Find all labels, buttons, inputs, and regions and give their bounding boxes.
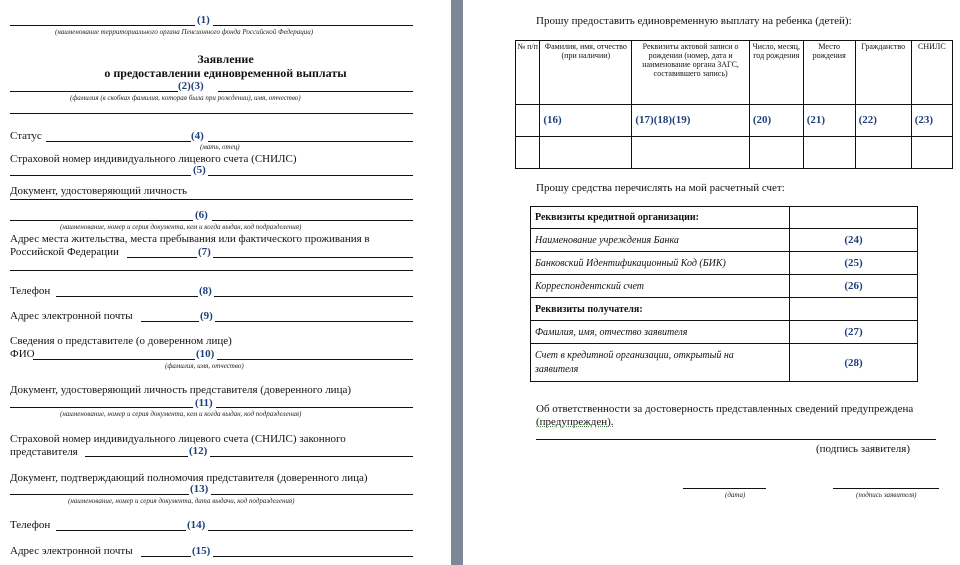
rep-doc-label: Документ, удостоверяющий личность представителя (доверенного лица): [10, 384, 352, 396]
rep-doc-line: [10, 407, 193, 408]
empty-cell: [516, 137, 540, 169]
header-cell-birth-place: Место рождения: [803, 41, 855, 105]
bank-name-label: Наименование учреждения Банка: [531, 229, 790, 252]
row-cell-birth-record: (17)(18)(19): [632, 105, 749, 137]
rep-snils-line: [85, 456, 188, 457]
bik-label: Банковский Идентификационный Код (БИК): [531, 252, 790, 275]
page-gutter: [451, 0, 463, 565]
snils-line: [10, 175, 191, 176]
bank-name-field-number: (24): [790, 229, 918, 252]
header-cell-number: № п/п: [516, 41, 540, 105]
rep-doc-line-2: [216, 407, 413, 408]
applicant-fio-label: Фамилия, имя, отчество заявителя: [531, 321, 790, 344]
document-subtitle: о предоставлении единовременной выплаты: [104, 66, 347, 80]
status-field-number: (4): [191, 130, 204, 142]
bank-row-credit-org-header: [531, 207, 918, 229]
address-line-3: [10, 270, 413, 271]
signature-caption: (подпись заявителя): [816, 443, 911, 455]
rep-snils-line-2: [210, 456, 413, 457]
email-label: Адрес электронной почты: [10, 310, 133, 322]
account-field-number: (28): [790, 344, 918, 382]
rep-auth-line: [10, 494, 189, 495]
email-field-number: (9): [200, 310, 213, 322]
children-table-row: [516, 105, 953, 137]
rep-auth-label: Документ, подтверждающий полномочия представителя (доверенного лица): [10, 472, 368, 484]
rep-phone-line: [56, 530, 186, 531]
empty-cell: [749, 137, 803, 169]
representative-label: Сведения о представителе (о доверенном лице): [10, 335, 232, 347]
recipient-header: Реквизиты получателя:: [531, 298, 790, 321]
empty-cell: [855, 137, 911, 169]
date-line: [683, 488, 766, 489]
org-line: [10, 25, 195, 26]
address-line-2: [213, 257, 413, 258]
header-cell-birth-record: Реквизиты актовой записи о рождении (номер, дата и наименование органа ЗАГС, составившего запись): [632, 41, 749, 105]
rep-doc-field-number: (11): [195, 397, 213, 409]
snils-label: Страховой номер индивидуального лицевого счета (СНИЛС): [10, 153, 297, 165]
rep-fio-caption: (фамилия, имя, отчество): [165, 362, 244, 370]
applicant-fio-field-number: (27): [790, 321, 918, 344]
name-caption: (фамилия (в скобках фамилия, которая была при рождении), имя, отчество): [70, 94, 301, 102]
responsibility-text: Об ответственности за достоверность представленных сведений предупреждена: [536, 403, 914, 415]
form-page-right: [463, 0, 960, 565]
credit-org-header-value: [790, 207, 918, 229]
header-cell-citizenship: Гражданство: [855, 41, 911, 105]
row-cell-citizenship: (22): [855, 105, 911, 137]
responsibility-text-2: (предупрежден).: [536, 416, 614, 428]
address-line: [127, 257, 197, 258]
doc-label: Документ, удостоверяющий личность: [10, 185, 188, 197]
row-cell-birth-date: (20): [749, 105, 803, 137]
rep-snils-field-number: (12): [189, 445, 208, 457]
rep-email-field-number: (15): [192, 545, 211, 557]
bank-row-bank-name: [531, 229, 918, 252]
phone-field-number: (8): [199, 285, 212, 297]
rep-snils-label: Страховой номер индивидуального лицевого счета (СНИЛС) законного: [10, 433, 346, 445]
doc-field-number: (6): [195, 209, 208, 221]
empty-cell: [803, 137, 855, 169]
rep-fio-label: ФИО: [10, 348, 35, 360]
org-field-number: (1): [197, 14, 210, 26]
account-label: [531, 344, 790, 382]
empty-cell: [632, 137, 749, 169]
transfer-text: Прошу средства перечислять на мой расчетный счет:: [536, 182, 785, 194]
address-field-number: (7): [198, 246, 211, 258]
phone-line: [56, 296, 198, 297]
status-line: [46, 141, 191, 142]
rep-fio-field-number: (10): [196, 348, 215, 360]
doc-caption: (наименование, номер и серия документа, кем и когда выдан, код подразделения): [60, 223, 302, 231]
date-caption: (дата): [725, 491, 746, 499]
corr-account-label: Корреспондентский счет: [531, 275, 790, 298]
children-table-header-row: [516, 41, 953, 105]
name-line-3: [10, 113, 413, 114]
bank-row-account: [531, 344, 918, 382]
doc-line-3: [212, 220, 413, 221]
org-caption: (наименование территориального органа Пенсионного фонда Российской Федерации): [55, 28, 314, 36]
rep-email-line: [141, 556, 191, 557]
rep-fio-line: [33, 359, 195, 360]
row-cell-birth-place: (21): [803, 105, 855, 137]
bank-row-corr-account: [531, 275, 918, 298]
credit-org-header: Реквизиты кредитной организации:: [531, 207, 790, 229]
recipient-header-value: [790, 298, 918, 321]
header-cell-snils: СНИЛС: [911, 41, 952, 105]
signature-line-2: [833, 488, 939, 489]
phone-line-2: [214, 296, 413, 297]
rep-fio-line-2: [217, 359, 413, 360]
name-line-2: [218, 91, 413, 92]
org-line-2: [213, 25, 413, 26]
children-table-empty-row: [516, 137, 953, 169]
address-label: Адрес места жительства, места пребывания или фактического проживания в: [10, 233, 370, 245]
account-label-line-1: Счет в кредитной организации, открытый на: [535, 349, 734, 361]
bik-field-number: (25): [790, 252, 918, 275]
form-page-left: [0, 0, 451, 565]
row-cell-number: [516, 105, 540, 137]
doc-line-2: [10, 220, 193, 221]
email-line: [141, 321, 199, 322]
bank-row-bik: [531, 252, 918, 275]
email-line-2: [215, 321, 413, 322]
row-cell-snils: (23): [911, 105, 952, 137]
signature-line: [536, 439, 936, 440]
status-label: Статус: [10, 130, 42, 142]
document-title: Заявление: [197, 52, 254, 66]
bank-details-table: [530, 206, 918, 382]
account-label-line-2: заявителя: [535, 363, 579, 375]
address-label-2: Российской Федерации: [10, 246, 119, 258]
doc-line: [10, 199, 413, 200]
header-cell-birth-date: Число, месяц, год рождения: [749, 41, 803, 105]
rep-doc-caption: (наименование, номер и серия документа, кем и когда выдан, код подразделения): [60, 410, 302, 418]
rep-auth-field-number: (13): [190, 483, 209, 495]
request-text: Прошу предоставить единовременную выплату на ребенка (детей):: [536, 15, 852, 27]
empty-cell: [540, 137, 632, 169]
rep-phone-label: Телефон: [10, 519, 51, 531]
rep-email-label: Адрес электронной почты: [10, 545, 133, 557]
rep-auth-line-2: [211, 494, 413, 495]
children-table: [515, 40, 953, 169]
rep-phone-line-2: [208, 530, 413, 531]
row-cell-fio: (16): [540, 105, 632, 137]
bank-row-recipient-header: [531, 298, 918, 321]
name-field-number: (2)(3): [178, 80, 204, 92]
corr-account-field-number: (26): [790, 275, 918, 298]
bank-row-applicant-fio: [531, 321, 918, 344]
header-cell-fio: Фамилия, имя, отчество (при наличии): [540, 41, 632, 105]
rep-phone-field-number: (14): [187, 519, 206, 531]
rep-snils-label-2: представителя: [10, 446, 78, 458]
rep-email-line-2: [213, 556, 413, 557]
snils-field-number: (5): [193, 164, 206, 176]
status-caption: (мать, отец): [200, 143, 240, 151]
empty-cell: [911, 137, 952, 169]
signature-caption-2: (подпись заявителя): [856, 491, 917, 499]
name-line: [10, 91, 178, 92]
rep-auth-caption: (наименование, номер и серия документа, дата выдачи, код подразделения): [68, 497, 295, 505]
snils-line-2: [208, 175, 413, 176]
phone-label: Телефон: [10, 285, 51, 297]
status-line-2: [208, 141, 413, 142]
